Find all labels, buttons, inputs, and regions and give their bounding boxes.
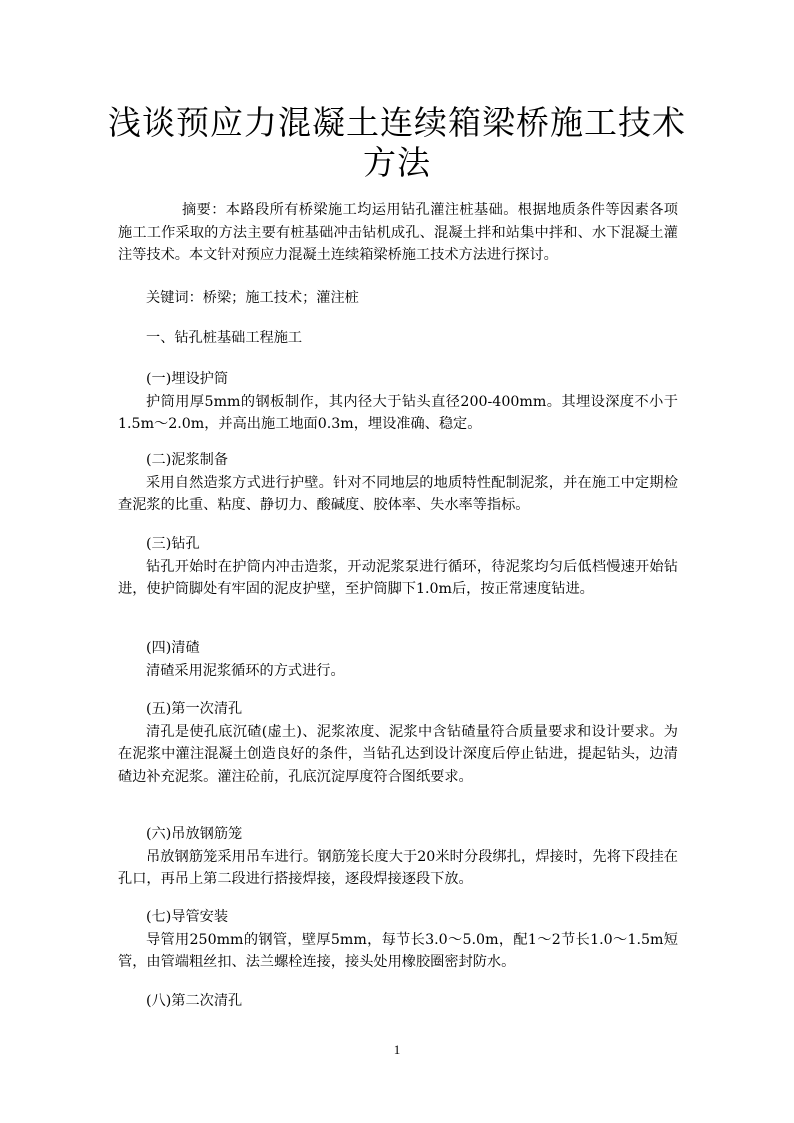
subsection-5 <box>118 698 678 788</box>
subsection-7-heading: (七)导管安装 <box>146 909 229 925</box>
keywords-text: 关键词：桥梁；施工技术；灌注桩 <box>146 290 359 306</box>
subsection-6-text: 吊放钢筋笼采用吊车进行。钢筋笼长度大于20米时分段绑扎，焊接时，先将下段挂在孔口，再吊上第二段进行搭接焊接，逐段焊接逐段下放。 <box>118 848 678 887</box>
subsection-7 <box>118 906 678 974</box>
subsection-2-heading: (二)泥浆制备 <box>146 452 229 468</box>
subsection-2-text: 采用自然造浆方式进行护壁。针对不同地层的地质特性配制泥浆，并在施工中定期检查泥浆的比重、粘度、静切力、酸碱度、胶体率、失水率等指标。 <box>118 474 678 513</box>
subsection-7-text: 导管用250mm的钢管，壁厚5mm，每节长3.0～5.0m，配1～2节长1.0～1.5m短管，由管端粗丝扣、法兰螺栓连接，接头处用橡胶圈密封防水。 <box>118 931 678 970</box>
subsection-1-heading: (一)埋设护筒 <box>146 371 229 387</box>
subsection-6-heading: (六)吊放钢筋笼 <box>146 826 243 842</box>
subsection-4-heading: (四)清碴 <box>146 640 200 656</box>
abstract-block <box>118 199 678 267</box>
subsection-1-text: 护筒用厚5mm的钢板制作，其内径大于钻头直径200-400mm。其埋设深度不小于1.5m～2.0m，并高出施工地面0.3m，埋设准确、稳定。 <box>118 393 678 432</box>
section-1-heading: 一、钻孔桩基础工程施工 <box>146 330 303 346</box>
subsection-2 <box>118 449 678 517</box>
subsection-3-text: 钻孔开始时在护筒内冲击造浆，开动泥浆泵进行循环，待泥浆均匀后低档慢速开始钻进，使护筒脚处有牢固的泥皮护壁，至护筒脚下1.0m后，按正常速度钻进。 <box>118 558 678 597</box>
subsection-1 <box>118 368 678 436</box>
document-title-line-2: 方法 <box>363 143 431 182</box>
subsection-3-heading: (三)钻孔 <box>146 536 200 552</box>
subsection-8 <box>118 990 678 1013</box>
subsection-3 <box>118 533 678 601</box>
abstract-text: 摘要：本路段所有桥梁施工均运用钻孔灌注桩基础。根据地质条件等因素各项施工工作采取的方法主要有桩基础冲击钻机成孔、混凝土拌和站集中拌和、水下混凝土灌注等技术。本文针对预应力混凝土连续箱梁桥施工技术方法进行探讨。 <box>118 202 678 263</box>
subsection-4-text: 清碴采用泥浆循环的方式进行。 <box>146 662 345 679</box>
subsection-5-heading: (五)第一次清孔 <box>146 701 243 717</box>
document-title-line-1: 浅谈预应力混凝土连续箱梁桥施工技术 <box>108 103 686 142</box>
page-number: 1 <box>393 1042 401 1057</box>
subsection-5-text: 清孔是使孔底沉碴(虚土)、泥浆浓度、泥浆中含钻碴量符合质量要求和设计要求。为在泥浆中灌注混凝土创造良好的条件，当钻孔达到设计深度后停止钻进，提起钻头，边清碴边补充泥浆。灌注砼前，孔底沉淀厚度符合图纸要求。 <box>118 723 678 785</box>
section-1-heading-block <box>118 327 678 350</box>
keywords-block <box>118 287 678 310</box>
subsection-8-heading: (八)第二次清孔 <box>146 993 243 1009</box>
subsection-6 <box>118 823 678 891</box>
subsection-4 <box>118 637 678 682</box>
